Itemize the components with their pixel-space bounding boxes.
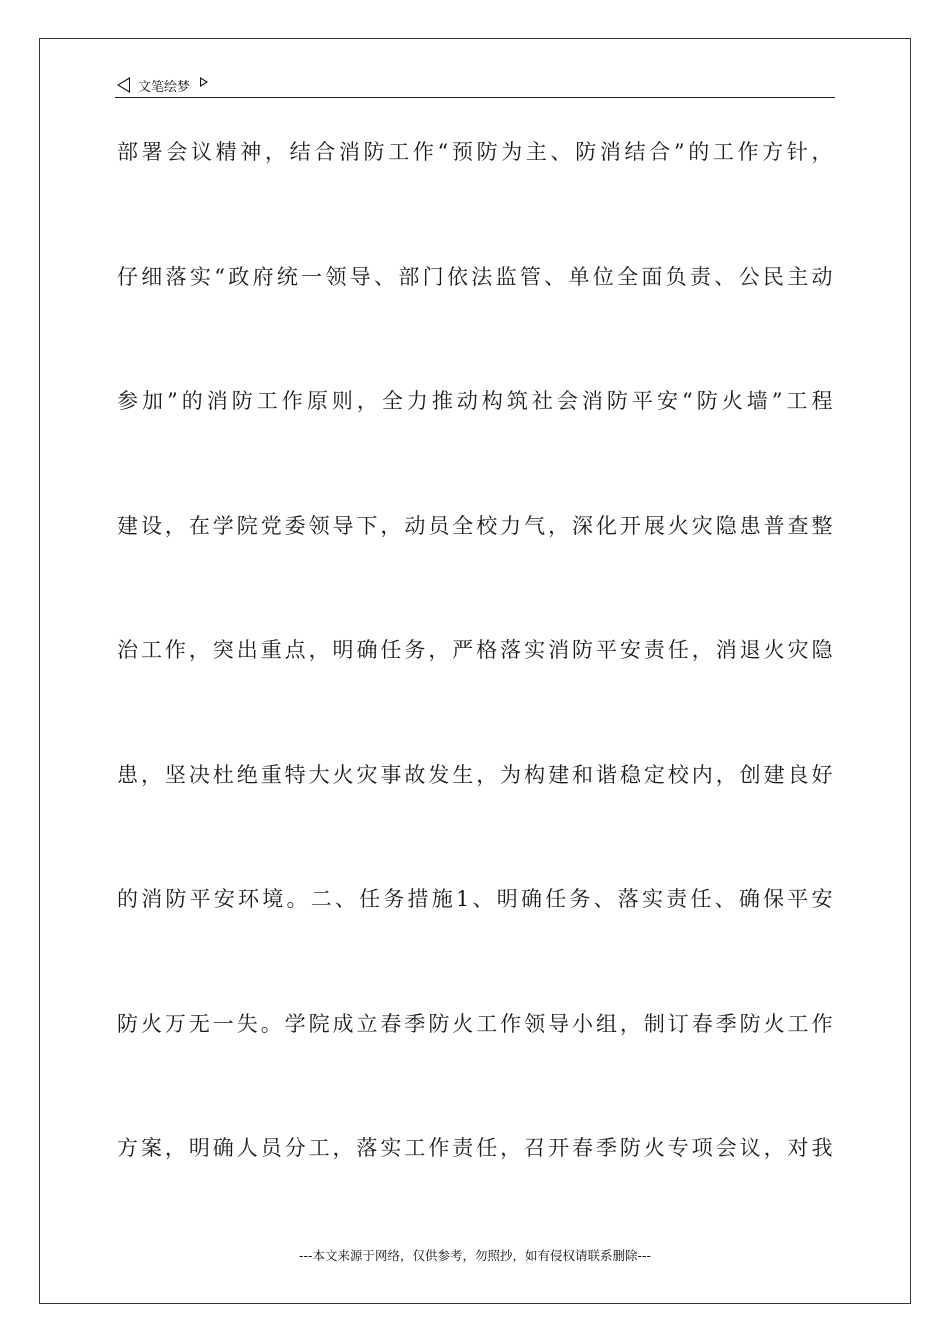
body-line: 防火万无一失。学院成立春季防火工作领导小组，制订春季防火工作 — [117, 1011, 833, 1036]
body-line: 部署会议精神，结合消防工作“预防为主、防消结合”的工作方针， — [117, 140, 833, 164]
document-body — [117, 127, 833, 1248]
body-line: 患，坚决杜绝重特大火灾事故发生，为构建和谐稳定校内，创建良好 — [117, 762, 833, 787]
header-divider — [115, 97, 835, 98]
body-line: 方案，明确人员分工，落实工作责任，召开春季防火专项会议，对我 — [117, 1136, 833, 1160]
triangle-right-icon — [200, 77, 208, 87]
triangle-left-icon — [117, 77, 130, 93]
body-line: 建设，在学院党委领导下，动员全校力气，深化开展火灾隐患普查整 — [117, 513, 833, 538]
body-line: 参加”的消防工作原则，全力推动构筑社会消防平安“防火墙”工程 — [117, 389, 833, 413]
page-header — [117, 74, 208, 96]
body-line: 仔细落实“政府统一领导、部门依法监管、单位全面负责、公民主动 — [117, 264, 833, 289]
header-title: 文笔绘梦 — [138, 79, 191, 95]
footer-notice: ---本文来源于网络，仅供参考，勿照抄，如有侵权请联系删除--- — [298, 1248, 652, 1263]
body-line: 治工作，突出重点，明确任务，严格落实消防平安责任，消退火灾隐 — [117, 638, 833, 662]
body-line: 的消防平安环境。二、任务措施1、明确任务、落实责任、确保平安 — [117, 887, 833, 911]
